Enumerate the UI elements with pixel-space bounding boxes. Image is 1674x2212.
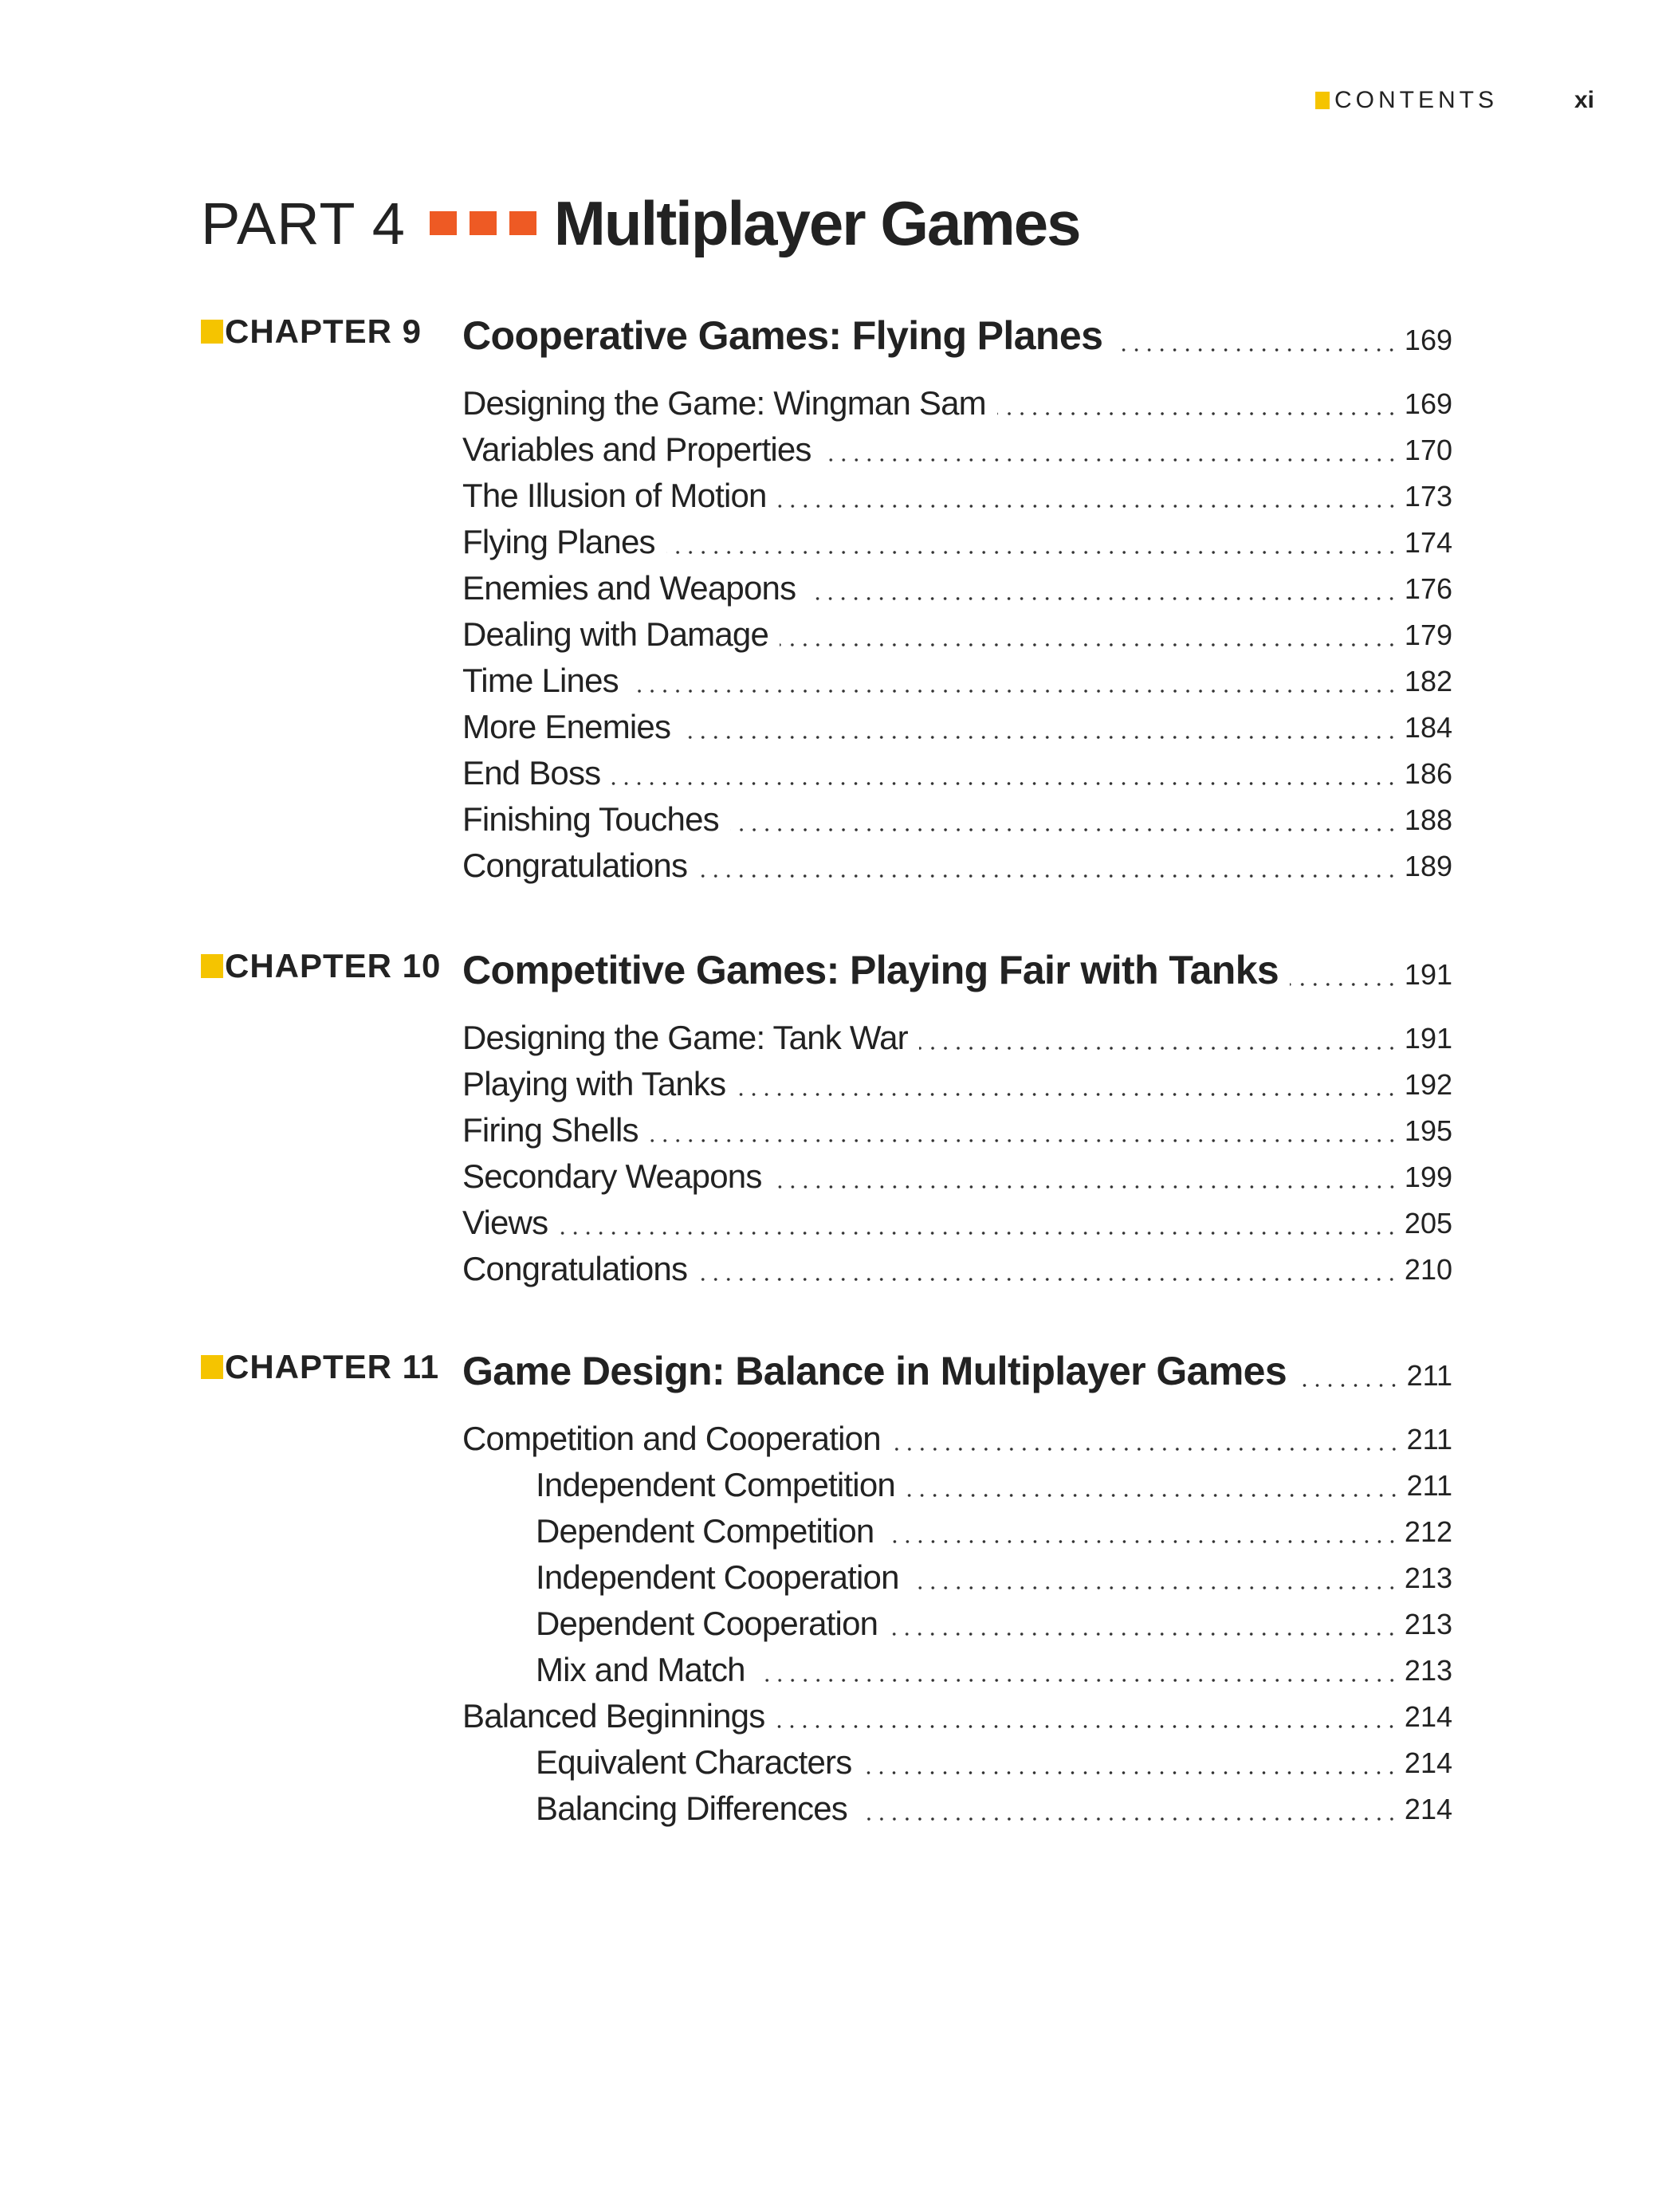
toc-subentry[interactable]	[536, 1550, 1452, 1597]
toc-entry[interactable]	[462, 1149, 1452, 1196]
entry-title: Competition and Cooperation	[462, 1420, 881, 1457]
toc-entry[interactable]	[462, 746, 1452, 792]
entry-title: Finishing Touches	[462, 800, 719, 838]
toc-entry[interactable]	[462, 1196, 1452, 1242]
dot-leader	[859, 1817, 1398, 1821]
chapter-page: 211	[1406, 1359, 1452, 1392]
dot-leader	[892, 1447, 1401, 1452]
dot-leader	[906, 1493, 1401, 1498]
entry-title: Dealing with Damage	[462, 615, 769, 653]
toc-subentry[interactable]	[536, 1597, 1452, 1643]
toc-entry[interactable]	[462, 515, 1452, 561]
entry-title: Views	[462, 1204, 548, 1241]
chapter-10	[201, 939, 1452, 1288]
dot-leader	[1114, 348, 1398, 352]
chapter-title: Competitive Games: Playing Fair with Tanks	[462, 948, 1279, 992]
entry-page: 195	[1404, 1114, 1452, 1147]
toc-subentry[interactable]	[536, 1458, 1452, 1504]
entry-page: 191	[1404, 1022, 1452, 1055]
entry-title: Independent Cooperation	[536, 1558, 899, 1596]
chapter-marker	[201, 954, 223, 978]
entry-page: 212	[1404, 1515, 1452, 1548]
chapter-marker	[201, 320, 223, 344]
entry-page: 184	[1404, 711, 1452, 744]
page-number: xi	[1574, 87, 1594, 113]
dot-leader	[559, 1231, 1398, 1236]
entry-title: Playing with Tanks	[462, 1065, 726, 1102]
entry-title: Independent Competition	[536, 1466, 895, 1503]
running-head	[1315, 84, 1594, 116]
dot-leader	[1298, 1383, 1401, 1388]
dot-leader	[997, 411, 1398, 416]
toc-subentry[interactable]	[536, 1735, 1452, 1782]
chapter-label: CHAPTER 11	[201, 1348, 439, 1386]
entry-page: 170	[1404, 434, 1452, 466]
chapter-title: Cooperative Games: Flying Planes	[462, 313, 1103, 358]
entry-page: 189	[1404, 850, 1452, 882]
toc-chapter-entry[interactable]	[462, 939, 1452, 993]
dot-leader	[889, 1632, 1398, 1636]
dot-leader	[776, 1724, 1397, 1729]
entry-page: 176	[1404, 572, 1452, 605]
entry-page: 174	[1404, 526, 1452, 559]
chapter-marker	[201, 1355, 223, 1379]
toc-subentry[interactable]	[536, 1643, 1452, 1689]
toc-entry[interactable]	[462, 422, 1452, 469]
part-title: Multiplayer Games	[553, 187, 1080, 258]
toc-entry[interactable]	[462, 700, 1452, 746]
toc-entry[interactable]	[462, 376, 1452, 422]
entry-title: Balancing Differences	[536, 1790, 847, 1827]
entry-page: 192	[1404, 1068, 1452, 1101]
entry-title: Designing the Game: Tank War	[462, 1019, 908, 1056]
dot-leader	[756, 1678, 1398, 1683]
dot-leader	[863, 1770, 1398, 1775]
toc-entry[interactable]	[462, 654, 1452, 700]
toc-entry[interactable]	[462, 792, 1452, 839]
dot-leader	[910, 1585, 1398, 1590]
dot-leader	[630, 689, 1398, 693]
dot-leader	[698, 874, 1398, 878]
chapter-label: CHAPTER 9	[201, 312, 422, 351]
entry-title: Firing Shells	[462, 1111, 639, 1149]
entry-title: Equivalent Characters	[536, 1743, 852, 1781]
toc-entry[interactable]	[462, 607, 1452, 654]
toc-entry[interactable]	[462, 839, 1452, 885]
toc-entry[interactable]	[462, 469, 1452, 515]
entry-page: 179	[1404, 619, 1452, 651]
chapter-9	[201, 304, 1452, 885]
dot-leader	[737, 1092, 1398, 1097]
toc-subentry[interactable]	[536, 1504, 1452, 1550]
entry-page: 211	[1406, 1423, 1452, 1456]
dot-leader	[650, 1138, 1398, 1143]
dot-leader	[778, 504, 1398, 509]
chapter-page: 169	[1404, 324, 1452, 356]
toc-entry[interactable]	[462, 1103, 1452, 1149]
entry-title: Flying Planes	[462, 523, 655, 560]
part-label: PART 4	[201, 190, 406, 257]
entry-page: 213	[1404, 1654, 1452, 1687]
dot-leader	[698, 1277, 1398, 1282]
running-head-marker	[1315, 92, 1330, 109]
dot-leader	[773, 1185, 1398, 1189]
entry-page: 188	[1404, 803, 1452, 836]
entry-title: The Illusion of Motion	[462, 477, 767, 514]
entry-title: Dependent Competition	[536, 1512, 874, 1550]
toc-chapter-entry[interactable]	[462, 1340, 1452, 1394]
entry-page: 169	[1404, 387, 1452, 420]
dot-leader	[780, 642, 1398, 647]
dot-leader	[886, 1539, 1398, 1544]
entry-page: 173	[1404, 480, 1452, 513]
chapter-11	[201, 1340, 1452, 1828]
entry-page: 199	[1404, 1161, 1452, 1193]
toc-entry[interactable]	[462, 1242, 1452, 1288]
entry-title: Secondary Weapons	[462, 1157, 762, 1195]
toc-entry[interactable]	[462, 1057, 1452, 1103]
toc-entry[interactable]	[462, 1011, 1452, 1057]
entry-title: Dependent Cooperation	[536, 1605, 878, 1642]
dot-leader	[682, 735, 1398, 740]
entry-page: 214	[1404, 1793, 1452, 1825]
dot-leader	[666, 550, 1398, 555]
entry-page: 210	[1404, 1253, 1452, 1286]
entry-title: Enemies and Weapons	[462, 569, 796, 607]
part-heading	[201, 183, 1080, 263]
entry-title: Mix and Match	[536, 1651, 745, 1688]
toc-entry[interactable]	[462, 1689, 1452, 1735]
entry-page: 213	[1404, 1608, 1452, 1640]
dot-leader	[807, 596, 1398, 601]
entry-page: 214	[1404, 1700, 1452, 1733]
toc-chapter-entry[interactable]	[462, 304, 1452, 359]
chapter-label: CHAPTER 10	[201, 947, 441, 985]
toc-subentry[interactable]	[536, 1782, 1452, 1828]
entry-page: 186	[1404, 757, 1452, 790]
part-ornament	[430, 211, 536, 235]
dot-leader	[823, 458, 1398, 462]
entry-title: Designing the Game: Wingman Sam	[462, 384, 986, 422]
entry-title: End Boss	[462, 754, 601, 792]
toc-entry[interactable]	[462, 561, 1452, 607]
entry-title: Congratulations	[462, 847, 688, 884]
entry-page: 214	[1404, 1746, 1452, 1779]
entry-title: Congratulations	[462, 1250, 688, 1287]
entry-page: 182	[1404, 665, 1452, 697]
entry-page: 211	[1406, 1469, 1452, 1502]
entry-title: Balanced Beginnings	[462, 1697, 765, 1735]
running-head-label: CONTENTS	[1334, 87, 1498, 113]
dot-leader	[730, 827, 1398, 832]
entry-title: More Enemies	[462, 708, 671, 745]
entry-page: 205	[1404, 1207, 1452, 1240]
chapter-title: Game Design: Balance in Multiplayer Games	[462, 1349, 1287, 1393]
dot-leader	[1290, 982, 1398, 987]
entry-title: Variables and Properties	[462, 430, 811, 468]
entry-title: Time Lines	[462, 662, 619, 699]
toc-entry[interactable]	[462, 1412, 1452, 1458]
dot-leader	[611, 781, 1398, 786]
chapter-page: 191	[1404, 958, 1452, 991]
dot-leader	[919, 1046, 1398, 1051]
entry-page: 213	[1404, 1562, 1452, 1594]
